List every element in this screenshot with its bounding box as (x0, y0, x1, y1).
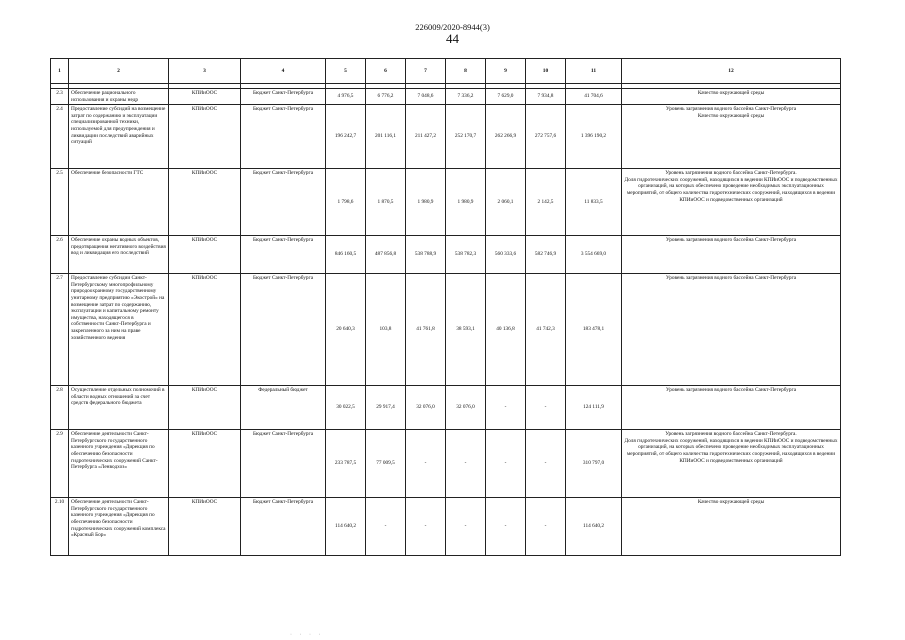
year-amount: 38 593,1 (446, 274, 486, 386)
column-header: 9 (486, 59, 526, 84)
year-amount: 538 782,3 (446, 236, 486, 274)
program-activities-table (50, 58, 841, 556)
executor: КПИиООС (169, 498, 241, 556)
funding-source: Бюджет Санкт-Петербурга (241, 430, 326, 498)
year-amount: - (406, 498, 446, 556)
year-amount: 487 856,8 (366, 236, 406, 274)
funding-source: Бюджет Санкт-Петербурга (241, 105, 326, 169)
total-amount: 41 704,6 (566, 89, 622, 105)
executor: КПИиООС (169, 105, 241, 169)
page-number: 44 (446, 31, 459, 46)
item-number: 2.6 (51, 236, 69, 274)
year-amount: 40 136,8 (486, 274, 526, 386)
target-indicator: Качество окружающей среды (622, 89, 841, 105)
total-amount: 183 478,1 (566, 274, 622, 386)
activity-name: Обеспечение охраны водных объектов, предотвращения негативного воздействия вод и ликвидация его последствий (69, 236, 169, 274)
activity-name: Обеспечение деятельности Санкт-Петербургского государственного казенного учреждения «Дирекция по обеспечению безопасности гидротехнических сооружений Санкт-Петербурга «Ленводхоз» (69, 430, 169, 498)
item-number: 2.7 (51, 274, 69, 386)
document-registration-number: 226009/2020-8944(3) (415, 22, 490, 32)
year-amount: 7 629,0 (486, 89, 526, 105)
year-amount: 41 742,3 (526, 274, 566, 386)
item-number: 2.9 (51, 430, 69, 498)
year-amount: 201 116,1 (366, 105, 406, 169)
total-amount: 1 396 190,2 (566, 105, 622, 169)
target-indicator: Уровень загрязнения водного бассейна Санкт-Петербурга (622, 236, 841, 274)
table-header-row (51, 59, 841, 84)
year-amount: 32 076,0 (406, 386, 446, 430)
funding-source: Бюджет Санкт-Петербурга (241, 236, 326, 274)
year-amount: - (526, 430, 566, 498)
total-amount: 11 833,5 (566, 169, 622, 236)
column-header: 10 (526, 59, 566, 84)
total-amount: 310 797,0 (566, 430, 622, 498)
column-header: 1 (51, 59, 69, 84)
column-header: 5 (326, 59, 366, 84)
year-amount: 211 427,2 (406, 105, 446, 169)
funding-source: Бюджет Санкт-Петербурга (241, 498, 326, 556)
year-amount: - (526, 386, 566, 430)
year-amount: 538 788,9 (406, 236, 446, 274)
year-amount: 1 798,6 (326, 169, 366, 236)
year-amount: 29 917,4 (366, 386, 406, 430)
funding-source: Бюджет Санкт-Петербурга (241, 89, 326, 105)
year-amount: - (526, 498, 566, 556)
item-number: 2.3 (51, 89, 69, 105)
target-indicator: Уровень загрязнения водного бассейна Санкт-Петербурга (622, 274, 841, 386)
executor: КПИиООС (169, 430, 241, 498)
activity-name: Предоставление субсидий на возмещение затрат по содержанию и эксплуатации специализированной техники, используемой для предупреждения и ликвидации последствий аварийных ситуаций (69, 105, 169, 169)
year-amount: - (486, 430, 526, 498)
year-amount: 2 060,1 (486, 169, 526, 236)
year-amount: 1 980,9 (406, 169, 446, 236)
target-indicator: Уровень загрязнения водного бассейна Санкт-Петербурга (622, 386, 841, 430)
executor: КПИиООС (169, 89, 241, 105)
table-row (51, 274, 841, 386)
total-amount: 124 111,9 (566, 386, 622, 430)
column-header: 12 (622, 59, 841, 84)
year-amount: 7 336,2 (446, 89, 486, 105)
executor: КПИиООС (169, 169, 241, 236)
year-amount: 30 022,5 (326, 386, 366, 430)
column-header: 3 (169, 59, 241, 84)
activity-name: Обеспечение рационального использования и охраны недр (69, 89, 169, 105)
year-amount: 582 746,9 (526, 236, 566, 274)
year-amount: 114 640,2 (326, 498, 366, 556)
year-amount: 1 870,5 (366, 169, 406, 236)
year-amount: 262 266,9 (486, 105, 526, 169)
item-number: 2.8 (51, 386, 69, 430)
year-amount: 272 757,6 (526, 105, 566, 169)
target-indicator: Уровень загрязнения водного бассейна Санкт-Петербурга Качество окружающей среды (622, 105, 841, 169)
year-amount: 41 761,8 (406, 274, 446, 386)
target-indicator: Уровень загрязнения водного бассейна Санкт-Петербурга. Доля гидротехнических сооружений, находящихся в ведении КПИиООС и подведомственных организаций, на которых обеспечено проведение необходимых эксплуатационных мероприятий, от общего количества гидротехнических сооружений, находящихся в ведении КПИиООС и подведомственных организаций (622, 169, 841, 236)
year-amount: - (446, 430, 486, 498)
year-amount: 196 242,7 (326, 105, 366, 169)
column-header: 8 (446, 59, 486, 84)
year-amount: 103,8 (366, 274, 406, 386)
year-amount: 252 170,7 (446, 105, 486, 169)
activity-name: Обеспечение безопасности ГТС (69, 169, 169, 236)
column-header: 7 (406, 59, 446, 84)
executor: КПИиООС (169, 274, 241, 386)
table-row (51, 498, 841, 556)
table-row (51, 169, 841, 236)
item-number: 2.10 (51, 498, 69, 556)
year-amount: 1 980,9 (446, 169, 486, 236)
year-amount: 20 640,3 (326, 274, 366, 386)
year-amount: - (366, 498, 406, 556)
column-header: 11 (566, 59, 622, 84)
target-indicator: Уровень загрязнения водного бассейна Санкт-Петербурга. Доля гидротехнических сооружений, находящихся в ведении КПИиООС и подведомственных организаций, на которых обеспечено проведение необходимых эксплуатационных мероприятий, от общего количества гидротехнических сооружений, находящихся в ведении КПИиООС и подведомственных организаций (622, 430, 841, 498)
target-indicator: Качество окружающей среды (622, 498, 841, 556)
year-amount: - (406, 430, 446, 498)
activity-name: Осуществление отдельных полномочий в области водных отношений за счет средств федерального бюджета (69, 386, 169, 430)
executor: КПИиООС (169, 236, 241, 274)
year-amount: 233 787,5 (326, 430, 366, 498)
column-header: 6 (366, 59, 406, 84)
total-amount: 114 640,2 (566, 498, 622, 556)
executor: КПИиООС (169, 386, 241, 430)
table-row (51, 386, 841, 430)
funding-source: Бюджет Санкт-Петербурга (241, 169, 326, 236)
year-amount: 846 160,5 (326, 236, 366, 274)
table-row (51, 236, 841, 274)
funding-source: Федеральный бюджет (241, 386, 326, 430)
year-amount: 7 934,8 (526, 89, 566, 105)
table-row (51, 89, 841, 105)
year-amount: 4 976,5 (326, 89, 366, 105)
scan-marks: · · · · (290, 632, 324, 638)
item-number: 2.4 (51, 105, 69, 169)
table-row (51, 105, 841, 169)
year-amount: - (486, 498, 526, 556)
column-header: 4 (241, 59, 326, 84)
year-amount: 2 142,5 (526, 169, 566, 236)
activity-name: Обеспечение деятельности Санкт-Петербургского государственного казенного учреждения «Дирекция по обеспечению безопасности гидротехнических сооружений комплекса «Красный Бор» (69, 498, 169, 556)
year-amount: 32 076,0 (446, 386, 486, 430)
total-amount: 3 554 669,0 (566, 236, 622, 274)
year-amount: 77 009,5 (366, 430, 406, 498)
funding-source: Бюджет Санкт-Петербурга (241, 274, 326, 386)
year-amount: 6 776,2 (366, 89, 406, 105)
column-header: 2 (69, 59, 169, 84)
year-amount: 560 333,6 (486, 236, 526, 274)
table-row (51, 430, 841, 498)
year-amount: 7 048,6 (406, 89, 446, 105)
activity-name: Предоставление субсидии Санкт-Петербургскому многопрофильному природоохранному государственному унитарному предприятию «Экострой» на возмещение затрат по содержанию, эксплуатации и капитальному ремонту имущества, находящегося в собственности Санкт-Петербурга и закрепленного за ним на праве хозяйственного ведения (69, 274, 169, 386)
year-amount: - (446, 498, 486, 556)
year-amount: - (486, 386, 526, 430)
item-number: 2.5 (51, 169, 69, 236)
